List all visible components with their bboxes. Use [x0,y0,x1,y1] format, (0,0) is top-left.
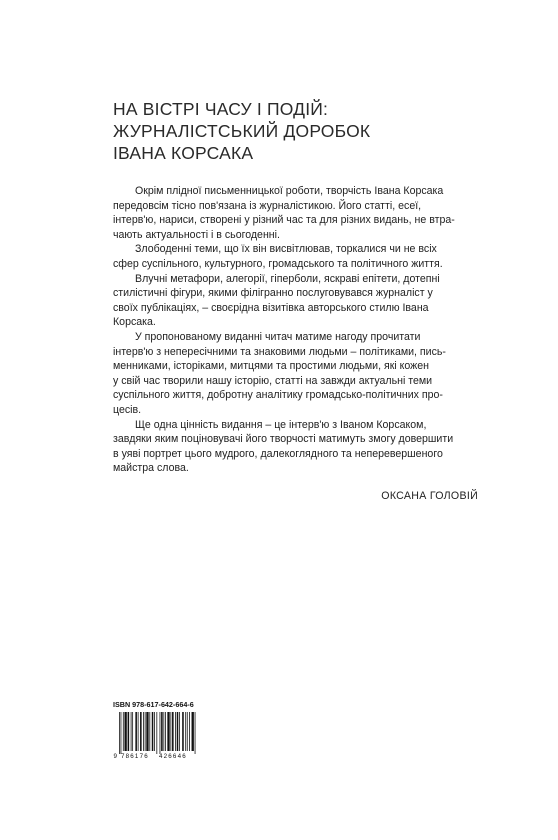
barcode-bar [140,712,142,751]
barcode-bar [128,712,130,751]
text-line: інтерв'ю з непересічними та знаковими людьми – політиками, пись- [113,345,446,358]
text-line: Ще одна цінність видання – це інтерв'ю з Іваном Корсаком, [135,418,427,431]
text-line: Влучні метафори, алегорії, гіперболи, яскраві епітети, дотепні [135,272,440,285]
text-line: суспільного життя, добротну аналітику громадсько-політичних про- [113,389,443,402]
barcode-bar [132,712,133,751]
barcode-digit-lead: 9 [113,753,117,759]
barcode-bar [149,712,150,751]
text-line: менниками, історіками, митцями та простими людьми, які кожен [113,360,430,373]
barcode-bar [167,712,169,751]
barcode-bars [119,712,195,754]
text-line: інтерв'ю, нариси, створені у різний час та для різних видань, не втра- [113,214,455,227]
barcode-bar [165,712,166,751]
barcode-bar [146,712,148,751]
barcode-bar [172,712,174,751]
barcode-bar [187,712,188,751]
text-line: майстра слова. [113,462,189,475]
text-line: передовсім тісно пов'язана із журналістикою. Його статті, есеї, [113,199,422,212]
text-line: Корсака. [113,316,156,329]
barcode-bar [119,712,120,754]
paragraph [113,242,479,271]
barcode-bar [192,712,194,751]
text-line: своїх публікаціях, – своєрідна візитівка авторського стилю Івана [113,301,429,314]
barcode-bar [185,712,186,751]
title-line: ІВАНА КОРСАКА [113,143,254,163]
book-title [113,98,533,164]
text-line: цесів. [113,403,142,416]
barcode-bar [131,712,132,751]
text-line: чають актуальності і в сьогоденні. [113,228,280,241]
title-line: ЖУРНАЛІСТСЬКИЙ ДОРОБОК [113,121,371,141]
barcode-bar [182,712,184,751]
barcode-bar [145,712,146,751]
barcode-digits-left: 786176 [121,753,149,759]
barcode [113,711,197,759]
barcode-bar [170,712,171,751]
annotation-text [113,184,479,476]
barcode-bar [195,712,196,754]
paragraph [113,330,479,418]
text-line: стилістичні фігури, якими філігранно послуговувався журналіст у [113,287,433,300]
author-signature: ОКСАНА ГОЛОВІЙ [381,490,478,502]
paragraph [113,184,479,242]
title-line: НА ВІСТРІ ЧАСУ І ПОДІЙ: [113,99,329,119]
text-line: сфер суспільного, культурного, громадського та політичного життя. [113,257,443,270]
barcode-digits-right: 426646 [159,753,187,759]
barcode-bar [163,712,164,751]
paragraph [113,272,479,330]
barcode-bar [160,712,161,754]
barcode-bar [179,712,180,751]
barcode-bar [161,712,163,751]
barcode-bar [152,712,154,751]
barcode-bar [138,712,139,751]
barcode-bar [177,712,179,751]
barcode-bar [175,712,176,751]
barcode-bar [189,712,190,751]
text-line: Злободенні теми, що їх він висвітлював, торкалися чи не всіх [135,243,437,256]
text-line: У пропонованому виданні читач матиме нагоду прочитати [135,330,421,343]
paragraph [113,418,479,476]
text-line: Окрім плідної письменницької роботи, творчість Івана Корсака [135,185,444,197]
barcode-bar [121,712,122,754]
barcode-bar [143,712,144,751]
barcode-bar [123,712,124,751]
barcode-bar [135,712,137,751]
text-line: у свій час творили нашу історію, статті на завжди актуальні теми [113,374,433,387]
isbn-label: ISBN 978-617-642-664-6 [113,700,194,709]
text-line: завдяки яким поціновувачі його творчості матимуть змогу довершити [113,433,454,446]
barcode-bar [124,712,126,751]
text-line: в уяві портрет цього мудрого, далекоглядного та неперевершеного [113,447,443,460]
barcode-bar [156,712,157,754]
barcode-bar [154,712,155,751]
